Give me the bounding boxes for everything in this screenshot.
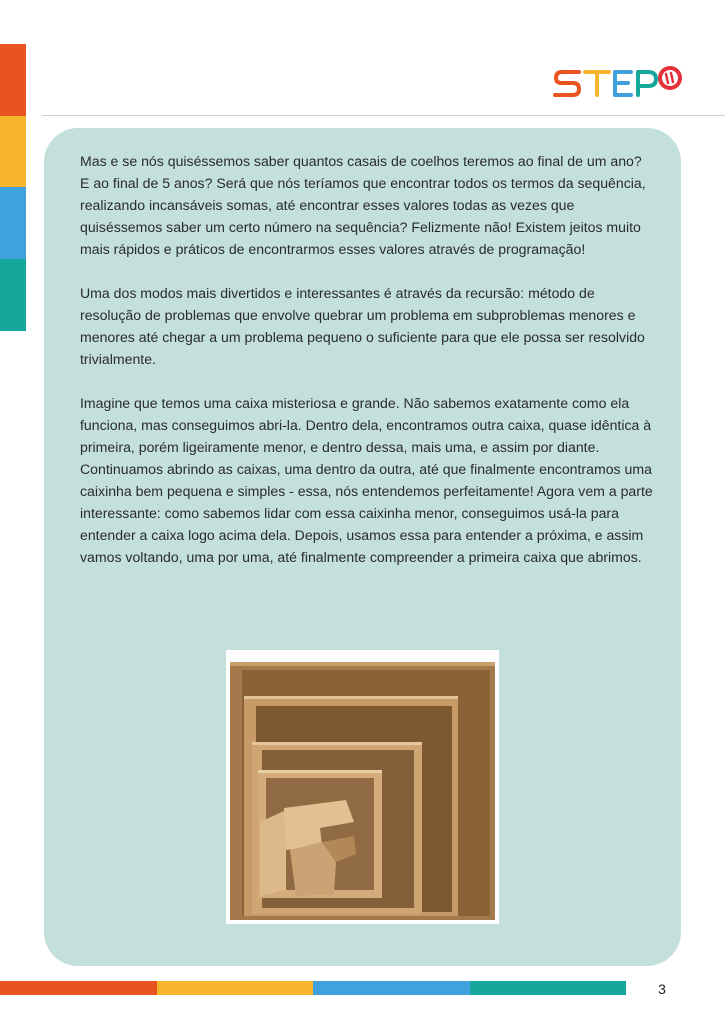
nested-boxes-photo	[226, 650, 499, 924]
paragraph-2: Uma dos modos mais divertidos e interessantes é através da recursão: método de resolução de problemas que envolve quebrar um problema em subproblemas menores e menores até chegar a um problema pequeno o suficiente para que ele possa ser resolvido trivialmente.	[80, 285, 645, 367]
paragraph-1: Mas e se nós quiséssemos saber quantos casais de coelhos teremos ao final de um ano? E ao final de 5 anos? Será que nós teríamos que encontrar todos os termos da sequência, realizando incansáveis somas, até encontrar esses valores todas as vezes que quiséssemos saber um certo número na sequência? Felizmente não! Existem jeitos muito mais rápidos e práticos de encontrarmos esses valores através de programação!	[80, 153, 646, 257]
step-logo	[552, 60, 682, 104]
side-stripe-teal	[0, 259, 26, 331]
side-stripe-blue	[0, 187, 26, 259]
body-text	[80, 150, 655, 590]
side-stripe-yellow	[0, 116, 26, 187]
side-stripe-orange	[0, 44, 26, 116]
footer-bar-teal	[470, 981, 626, 995]
footer-bar-orange	[0, 981, 157, 995]
footer-bar-blue	[313, 981, 470, 995]
paragraph-3: Imagine que temos uma caixa misteriosa e grande. Não sabemos exatamente como ela funciona, mas conseguimos abri-la. Dentro dela, encontramos outra caixa, quase idêntica à primeira, porém ligeiramente menor, e dentro dessa, mais uma, e assim por diante. Continuamos abrindo as caixas, uma dentro da outra, até que finalmente encontramos uma caixinha bem pequena e simples - essa, nós entendemos perfeitamente! Agora vem a parte interessante: como sabemos lidar com essa caixinha menor, conseguimos usá-la para entender a caixa logo acima dela. Depois, usamos essa para entender a próxima, e assim vamos voltando, uma por uma, até finalmente compreender a primeira caixa que abrimos.	[80, 395, 653, 565]
footer-bar-yellow	[157, 981, 313, 995]
header-divider	[42, 115, 725, 116]
page-number: 3	[658, 981, 666, 997]
